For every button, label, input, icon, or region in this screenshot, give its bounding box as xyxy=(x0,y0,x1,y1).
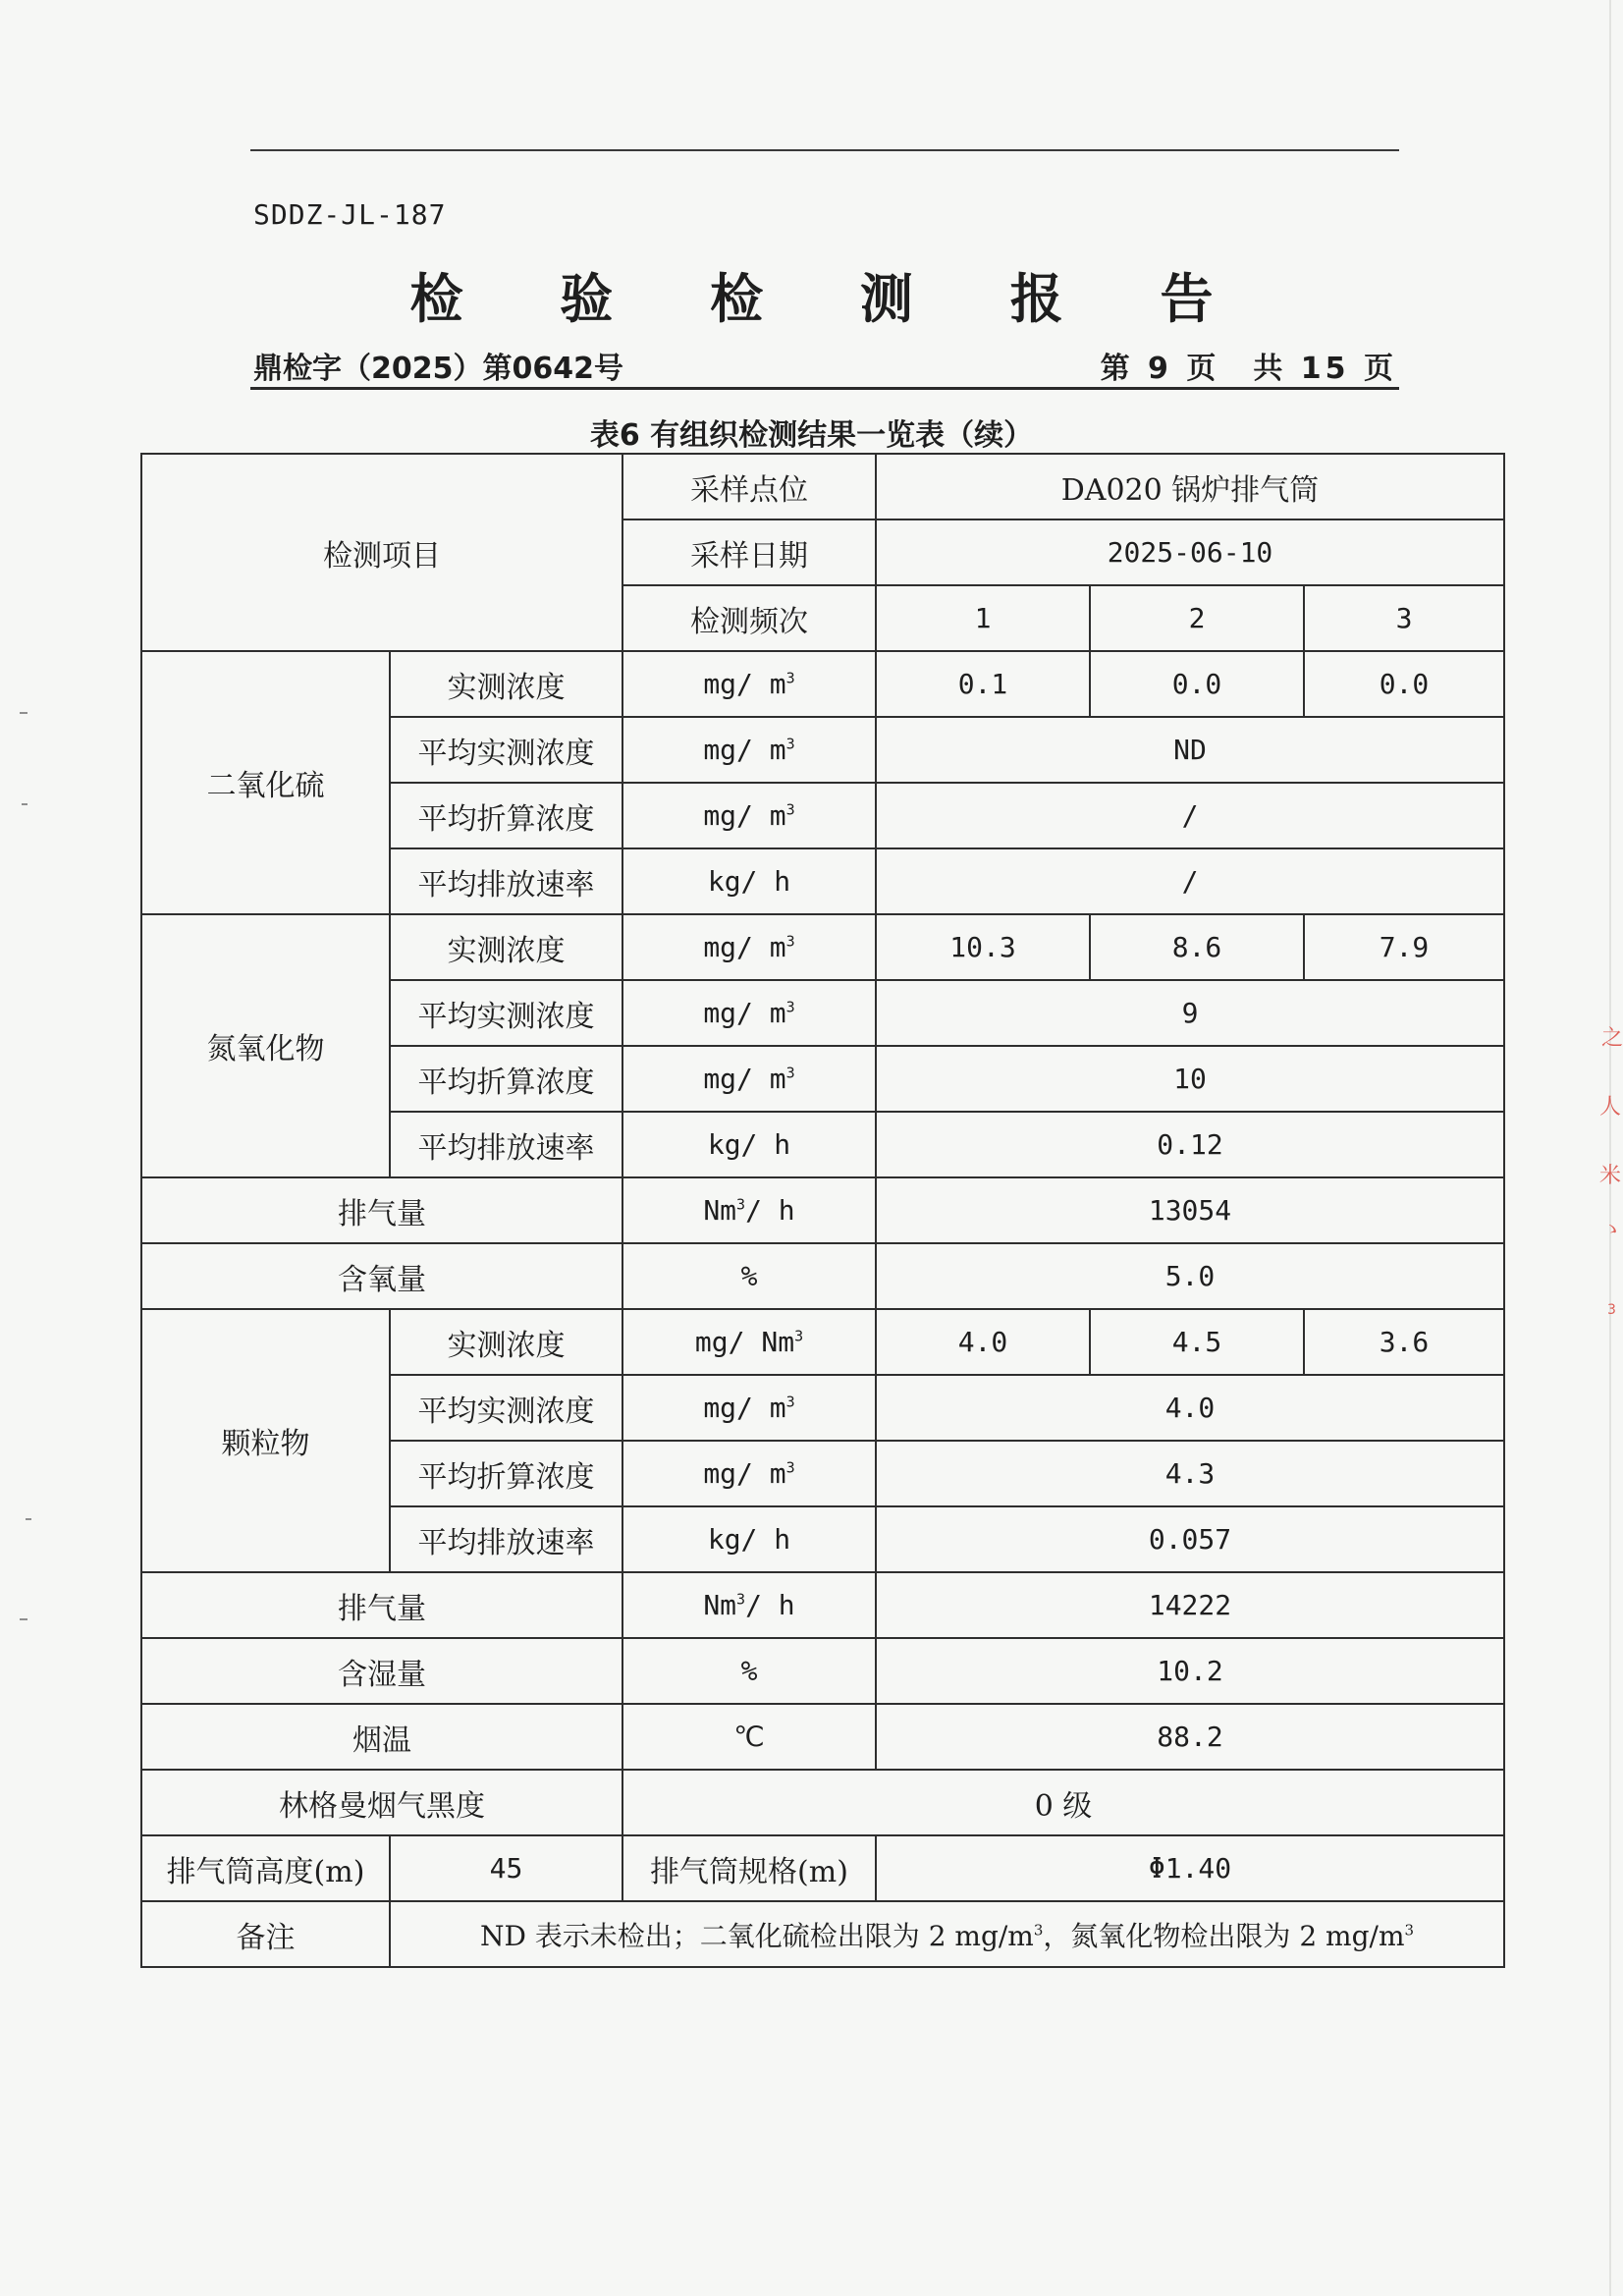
pm-measured-3: 3.6 xyxy=(1304,1309,1504,1375)
pm-avg-converted-unit: mg/ $m^3$ xyxy=(622,1441,876,1506)
oxygen-value: 5.0 xyxy=(876,1243,1504,1309)
scan-mark xyxy=(20,712,27,714)
so2-avg-measured-value: ND xyxy=(876,717,1504,783)
sampling-date-value: 2025-06-10 xyxy=(876,519,1504,585)
nox-avg-converted-label: 平均折算浓度 xyxy=(390,1046,622,1112)
frequency-1: 1 xyxy=(876,585,1090,651)
table-row xyxy=(141,651,1504,717)
scan-mark xyxy=(26,1518,31,1520)
exhaust-volume-1-label: 排气量 xyxy=(141,1177,622,1243)
item-header: 检测项目 xyxy=(141,454,622,651)
pm-avg-converted-value: 4.3 xyxy=(876,1441,1504,1506)
exhaust-volume-1-value: 13054 xyxy=(876,1177,1504,1243)
exhaust-volume-2-value: 14222 xyxy=(876,1572,1504,1638)
table-row xyxy=(141,1901,1504,1967)
ringelmann-label: 林格曼烟气黑度 xyxy=(141,1770,622,1835)
frequency-label: 检测频次 xyxy=(622,585,876,651)
pm-avg-measured-value: 4.0 xyxy=(876,1375,1504,1441)
table-row xyxy=(141,1572,1504,1638)
stack-height-value: 45 xyxy=(390,1835,622,1901)
flue-temp-unit: ℃ xyxy=(622,1704,876,1770)
table-row xyxy=(141,1243,1504,1309)
pm-name: 颗粒物 xyxy=(141,1309,390,1572)
so2-measured-3: 0.0 xyxy=(1304,651,1504,717)
results-table xyxy=(140,453,1505,1968)
so2-measured-1: 0.1 xyxy=(876,651,1090,717)
nox-avg-measured-unit: mg/ $m^3$ xyxy=(622,980,876,1046)
so2-measured-label: 实测浓度 xyxy=(390,651,622,717)
nox-measured-1: 10.3 xyxy=(876,914,1090,980)
ringelmann-value: 0 级 xyxy=(622,1770,1504,1835)
sampling-point-value: DA020 锅炉排气筒 xyxy=(876,454,1504,519)
table-caption: 表6 有组织检测结果一览表（续） xyxy=(589,418,1034,453)
nox-avg-measured-label: 平均实测浓度 xyxy=(390,980,622,1046)
table-row xyxy=(141,1770,1504,1835)
moisture-label: 含湿量 xyxy=(141,1638,622,1704)
nox-avg-converted-value: 10 xyxy=(876,1046,1504,1112)
remarks-label: 备注 xyxy=(141,1901,390,1967)
pm-avg-measured-unit: mg/ $m^3$ xyxy=(622,1375,876,1441)
table-row xyxy=(141,1309,1504,1375)
so2-measured-2: 0.0 xyxy=(1090,651,1304,717)
so2-avg-converted-value: / xyxy=(876,783,1504,848)
pm-avg-rate-value: 0.057 xyxy=(876,1506,1504,1572)
nox-measured-label: 实测浓度 xyxy=(390,914,622,980)
so2-avg-converted-unit: mg/ $m^3$ xyxy=(622,783,876,848)
frequency-3: 3 xyxy=(1304,585,1504,651)
remarks-text: ND 表示未检出；二氧化硫检出限为 2 $mg/m^3$，氮氧化物检出限为 2 $mg/m^3$ xyxy=(390,1901,1504,1967)
stack-height-label: 排气筒高度(m) xyxy=(141,1835,390,1901)
frequency-2: 2 xyxy=(1090,585,1304,651)
report-title: 检 验 检 测 报 告 xyxy=(409,268,1253,330)
so2-avg-measured-unit: mg/ $m^3$ xyxy=(622,717,876,783)
oxygen-unit: % xyxy=(622,1243,876,1309)
exhaust-volume-2-unit: Nm$^3$/ h xyxy=(622,1572,876,1638)
pm-avg-rate-unit: kg/ h xyxy=(622,1506,876,1572)
nox-avg-rate-value: 0.12 xyxy=(876,1112,1504,1177)
so2-avg-rate-value: / xyxy=(876,848,1504,914)
report-number: 鼎检字（2025）第0642号 xyxy=(253,352,623,386)
nox-name: 氮氧化物 xyxy=(141,914,390,1177)
pm-avg-rate-label: 平均排放速率 xyxy=(390,1506,622,1572)
moisture-unit: % xyxy=(622,1638,876,1704)
nox-avg-measured-value: 9 xyxy=(876,980,1504,1046)
pm-measured-label: 实测浓度 xyxy=(390,1309,622,1375)
so2-avg-rate-label: 平均排放速率 xyxy=(390,848,622,914)
nox-measured-3: 7.9 xyxy=(1304,914,1504,980)
pm-measured-1: 4.0 xyxy=(876,1309,1090,1375)
exhaust-volume-1-unit: Nm$^3$/ h xyxy=(622,1177,876,1243)
pm-avg-measured-label: 平均实测浓度 xyxy=(390,1375,622,1441)
stack-spec-label: 排气筒规格(m) xyxy=(622,1835,876,1901)
nox-measured-2: 8.6 xyxy=(1090,914,1304,980)
scan-mark xyxy=(20,1618,27,1620)
pm-measured-2: 4.5 xyxy=(1090,1309,1304,1375)
sampling-point-label: 采样点位 xyxy=(622,454,876,519)
table-row xyxy=(141,1638,1504,1704)
header-rule xyxy=(250,387,1399,390)
flue-temp-value: 88.2 xyxy=(876,1704,1504,1770)
so2-avg-converted-label: 平均折算浓度 xyxy=(390,783,622,848)
nox-avg-converted-unit: mg/ $m^3$ xyxy=(622,1046,876,1112)
table-row xyxy=(141,1704,1504,1770)
seal-stamp: 之 人 米 ゝ 3 xyxy=(1599,1026,1623,1318)
so2-avg-measured-label: 平均实测浓度 xyxy=(390,717,622,783)
top-rule xyxy=(250,149,1399,151)
pm-measured-unit: mg/ Nm$^3$ xyxy=(622,1309,876,1375)
so2-avg-rate-unit: kg/ h xyxy=(622,848,876,914)
page-number: 第 9 页 共 15 页 xyxy=(1100,352,1397,386)
nox-avg-rate-unit: kg/ h xyxy=(622,1112,876,1177)
table-row xyxy=(141,454,1504,519)
moisture-value: 10.2 xyxy=(876,1638,1504,1704)
so2-measured-unit: mg/ $m^3$ xyxy=(622,651,876,717)
stack-spec-value: Φ1.40 xyxy=(876,1835,1504,1901)
flue-temp-label: 烟温 xyxy=(141,1704,622,1770)
nox-measured-unit: mg/ $m^3$ xyxy=(622,914,876,980)
oxygen-label: 含氧量 xyxy=(141,1243,622,1309)
table-row xyxy=(141,1835,1504,1901)
doc-code: SDDZ-JL-187 xyxy=(253,198,447,231)
so2-name: 二氧化硫 xyxy=(141,651,390,914)
exhaust-volume-2-label: 排气量 xyxy=(141,1572,622,1638)
nox-avg-rate-label: 平均排放速率 xyxy=(390,1112,622,1177)
sampling-date-label: 采样日期 xyxy=(622,519,876,585)
pm-avg-converted-label: 平均折算浓度 xyxy=(390,1441,622,1506)
scan-mark xyxy=(22,803,27,805)
table-row xyxy=(141,914,1504,980)
table-row xyxy=(141,1177,1504,1243)
